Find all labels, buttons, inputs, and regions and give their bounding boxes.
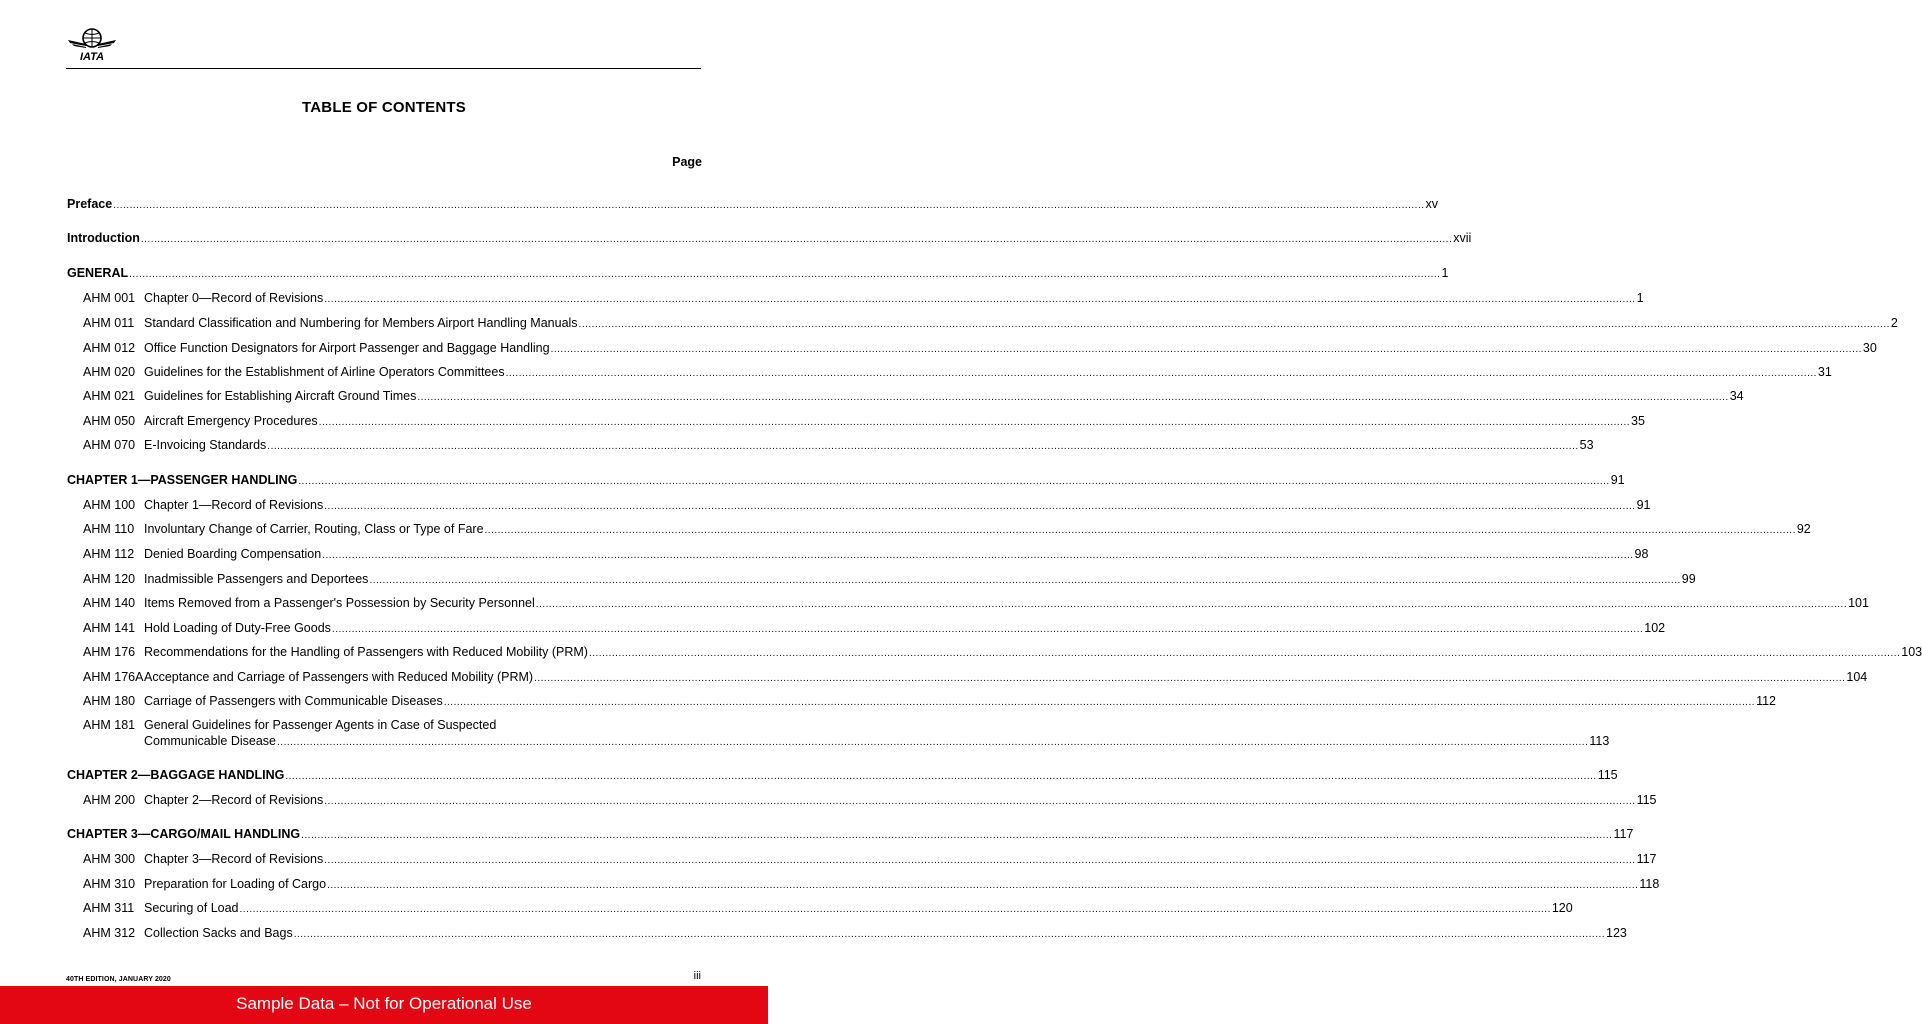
toc-section-page: xv <box>1425 197 1439 211</box>
toc-entry-code: AHM 181 <box>83 718 136 732</box>
toc-entry-row[interactable] <box>67 571 1696 589</box>
toc-entry-code: AHM 070 <box>83 438 136 452</box>
toc-leader-dots: ................................................................................................................................................................................................................................................................................................................................................................................................................ <box>322 550 1634 561</box>
toc-entry-title: Chapter 1—Record of Revisions <box>144 498 324 512</box>
toc-entry-page: 120 <box>1551 901 1573 915</box>
toc-entry-page: 53 <box>1579 438 1594 452</box>
toc-entry-row[interactable] <box>67 497 1651 515</box>
toc-entry-title: Guidelines for Establishing Aircraft Ground Times <box>144 389 417 403</box>
toc-section-page: 91 <box>1610 473 1625 487</box>
toc-entry-page: 101 <box>1848 596 1869 610</box>
toc-entry-title: Denied Boarding Compensation <box>144 547 322 561</box>
toc-entry-row[interactable] <box>67 595 1869 613</box>
toc-entry-title: Recommendations for the Handling of Passengers with Reduced Mobility (PRM) <box>144 645 588 659</box>
sample-data-banner: Sample Data – Not for Operational Use <box>0 986 768 1024</box>
toc-entry-row[interactable] <box>67 521 1811 539</box>
toc-entry-title: General Guidelines for Passenger Agents in Case of Suspected <box>144 718 497 732</box>
toc-section-row[interactable] <box>67 196 1439 214</box>
toc-leader-dots: ................................................................................................................................................................................................................................................................................................................................................................................................................ <box>534 673 1846 684</box>
toc-leader-dots: ................................................................................................................................................................................................................................................................................................................................................................................................................ <box>369 575 1681 586</box>
toc-entry-code: AHM 021 <box>83 389 136 403</box>
toc-entry-title: Aircraft Emergency Procedures <box>144 414 318 428</box>
toc-leader-dots: ................................................................................................................................................................................................................................................................................................................................................................................................................ <box>318 417 1631 428</box>
toc-entry-code: AHM 312 <box>83 926 136 940</box>
toc-entry-code: AHM 176 <box>83 645 136 659</box>
toc-entry-row[interactable] <box>67 340 1877 358</box>
toc-entry-title: Securing of Load <box>144 901 239 915</box>
toc-entry-title: Hold Loading of Duty-Free Goods <box>144 621 331 635</box>
toc-leader-dots: ................................................................................................................................................................................................................................................................................................................................................................................................................ <box>484 525 1796 536</box>
header-rule <box>66 68 701 69</box>
toc-entry-row[interactable] <box>67 437 1594 455</box>
toc-section-row[interactable] <box>67 472 1625 490</box>
toc-leader-dots: ................................................................................................................................................................................................................................................................................................................................................................................................................ <box>535 599 1848 610</box>
toc-entry-row[interactable] <box>67 792 1657 810</box>
toc-entry-title: Preparation for Loading of Cargo <box>144 877 327 891</box>
toc-entry-code: AHM 141 <box>83 621 136 635</box>
toc-entry-code: AHM 001 <box>83 291 136 305</box>
toc-entry-page: 91 <box>1636 498 1651 512</box>
toc-entry-title: Chapter 3—Record of Revisions <box>144 852 324 866</box>
toc-entry-page: 123 <box>1606 926 1627 940</box>
toc-entry-row[interactable] <box>67 290 1644 308</box>
toc-leader-dots: ................................................................................................................................................................................................................................................................................................................................................................................................................ <box>505 368 1817 379</box>
toc-leader-dots: ................................................................................................................................................................................................................................................................................................................................................................................................................ <box>550 344 1862 355</box>
toc-leader-dots: ................................................................................................................................................................................................................................................................................................................................................................................................................ <box>113 200 1425 211</box>
toc-entry-title: Inadmissible Passengers and Deportees <box>144 572 369 586</box>
toc-section-page: xvii <box>1453 231 1472 245</box>
toc-leader-dots: ................................................................................................................................................................................................................................................................................................................................................................................................................ <box>298 476 1610 487</box>
toc-leader-dots: ................................................................................................................................................................................................................................................................................................................................................................................................................ <box>267 441 1579 452</box>
toc-section-page: 117 <box>1613 827 1634 841</box>
toc-entry-row[interactable] <box>67 876 1660 894</box>
iata-logo-text: IATA <box>79 51 105 63</box>
footer-page-number: iii <box>693 970 701 982</box>
iata-logo <box>66 28 118 62</box>
toc-leader-dots: ................................................................................................................................................................................................................................................................................................................................................................................................................ <box>327 880 1639 891</box>
toc-entry-page: 118 <box>1639 877 1660 891</box>
toc-entry-page: 30 <box>1862 341 1877 355</box>
toc-entry-title: Standard Classification and Numbering for Members Airport Handling Manuals <box>144 316 578 330</box>
toc-section-title: GENERAL <box>67 266 129 280</box>
toc-entry-title: Acceptance and Carriage of Passengers with Reduced Mobility (PRM) <box>144 670 534 684</box>
toc-entry-title: Chapter 2—Record of Revisions <box>144 793 324 807</box>
toc-section-title: Preface <box>67 197 113 211</box>
toc-leader-dots: ................................................................................................................................................................................................................................................................................................................................................................................................................ <box>293 929 1606 940</box>
toc-entry-page: 104 <box>1846 670 1868 684</box>
toc-leader-dots: ................................................................................................................................................................................................................................................................................................................................................................................................................ <box>443 697 1756 708</box>
toc-leader-dots: ................................................................................................................................................................................................................................................................................................................................................................................................................ <box>277 737 1589 748</box>
toc-entry-code: AHM 050 <box>83 414 136 428</box>
toc-entry-page: 31 <box>1817 365 1832 379</box>
toc-entry-page: 103 <box>1901 645 1922 659</box>
toc-entry-row[interactable] <box>67 693 1777 711</box>
toc-entry-code: AHM 200 <box>83 793 136 807</box>
toc-entry-code: AHM 012 <box>83 341 136 355</box>
toc-entry-title: E-Invoicing Standards <box>144 438 267 452</box>
toc-entry-code: AHM 112 <box>83 547 135 561</box>
toc-leader-dots: ................................................................................................................................................................................................................................................................................................................................................................................................................ <box>301 830 1613 841</box>
toc-leader-dots: ................................................................................................................................................................................................................................................................................................................................................................................................................ <box>324 796 1636 807</box>
toc-leader-dots: ................................................................................................................................................................................................................................................................................................................................................................................................................ <box>239 904 1551 915</box>
toc-entry-row[interactable] <box>67 546 1649 564</box>
toc-entry-title: Collection Sacks and Bags <box>144 926 293 940</box>
toc-entry-page: 112 <box>1756 694 1777 708</box>
toc-entry-title: Involuntary Change of Carrier, Routing, Class or Type of Fare <box>144 522 484 536</box>
toc-entry-page: 102 <box>1644 621 1666 635</box>
toc-section-title: CHAPTER 1—PASSENGER HANDLING <box>67 473 298 487</box>
toc-leader-dots: ................................................................................................................................................................................................................................................................................................................................................................................................................ <box>324 501 1636 512</box>
toc-entry-page: 92 <box>1796 522 1811 536</box>
toc-entry-page: 99 <box>1681 572 1696 586</box>
toc-entry-page: 1 <box>1636 291 1644 305</box>
page-title: TABLE OF CONTENTS <box>302 99 466 116</box>
toc-entry-title: Carriage of Passengers with Communicable Diseases <box>144 694 443 708</box>
toc-entry-code: AHM 120 <box>83 572 136 586</box>
toc-entry-code: AHM 020 <box>83 365 136 379</box>
toc-section-title: CHAPTER 2—BAGGAGE HANDLING <box>67 768 285 782</box>
toc-entry-row[interactable] <box>67 925 1627 943</box>
toc-entry-title-continued: Communicable Disease <box>144 734 277 748</box>
toc-entry-row[interactable] <box>67 315 1898 333</box>
toc-section-row[interactable] <box>67 230 1472 248</box>
footer-edition: 40TH EDITION, JANUARY 2020 <box>66 976 171 983</box>
toc-leader-dots: ................................................................................................................................................................................................................................................................................................................................................................................................................ <box>588 648 1901 659</box>
toc-leader-dots: ................................................................................................................................................................................................................................................................................................................................................................................................................ <box>324 855 1636 866</box>
toc-entry-code: AHM 011 <box>83 316 135 330</box>
toc-leader-dots: ................................................................................................................................................................................................................................................................................................................................................................................................................ <box>417 392 1729 403</box>
toc-entry-code: AHM 140 <box>83 596 136 610</box>
toc-entry-row[interactable] <box>67 851 1657 869</box>
toc-entry-code: AHM 310 <box>83 877 136 891</box>
toc-entry-title: Office Function Designators for Airport Passenger and Baggage Handling <box>144 341 550 355</box>
toc-entry-page: 34 <box>1729 389 1744 403</box>
toc-entry-title: Guidelines for the Establishment of Airline Operators Committees <box>144 365 505 379</box>
toc-entry-code: AHM 100 <box>83 498 136 512</box>
toc-leader-dots: ................................................................................................................................................................................................................................................................................................................................................................................................................ <box>285 771 1597 782</box>
toc-entry-page: 98 <box>1634 547 1649 561</box>
toc-entry-row[interactable] <box>67 669 1868 687</box>
toc-section-row[interactable] <box>67 265 1449 283</box>
page-column-label: Page <box>672 155 702 169</box>
toc-entry-row[interactable] <box>67 620 1666 638</box>
toc-entry-page: 2 <box>1890 316 1898 330</box>
toc-section-page: 115 <box>1597 768 1618 782</box>
toc-leader-dots: ................................................................................................................................................................................................................................................................................................................................................................................................................ <box>129 269 1441 280</box>
toc-entry-page: 115 <box>1636 793 1657 807</box>
toc-entry-code: AHM 176A <box>83 670 144 684</box>
toc-leader-dots: ................................................................................................................................................................................................................................................................................................................................................................................................................ <box>324 294 1636 305</box>
toc-leader-dots: ................................................................................................................................................................................................................................................................................................................................................................................................................ <box>140 234 1453 245</box>
toc-entry-code: AHM 300 <box>83 852 136 866</box>
toc-entry-title: Chapter 0—Record of Revisions <box>144 291 324 305</box>
toc-leader-dots: ................................................................................................................................................................................................................................................................................................................................................................................................................ <box>578 319 1890 330</box>
toc-section-title: CHAPTER 3—CARGO/MAIL HANDLING <box>67 827 301 841</box>
toc-entry-code: AHM 110 <box>83 522 135 536</box>
toc-section-row[interactable] <box>67 826 1634 844</box>
toc-entry-code: AHM 180 <box>83 694 136 708</box>
toc-entry-page: 35 <box>1631 414 1645 428</box>
toc-entry-page: 117 <box>1636 852 1657 866</box>
toc-entry-row[interactable] <box>67 644 1922 662</box>
toc-entry-row[interactable] <box>67 717 1610 751</box>
toc-section-title: Introduction <box>67 231 140 245</box>
toc-entry-row[interactable] <box>67 364 1832 382</box>
toc-entry-row[interactable] <box>67 900 1573 918</box>
toc-section-row[interactable] <box>67 767 1618 785</box>
toc-entry-row[interactable] <box>67 413 1645 431</box>
toc-leader-dots: ................................................................................................................................................................................................................................................................................................................................................................................................................ <box>331 624 1644 635</box>
toc-section-page: 1 <box>1441 266 1449 280</box>
toc-entry-page: 113 <box>1589 734 1610 748</box>
toc-entry-code: AHM 311 <box>83 901 135 915</box>
toc-entry-title: Items Removed from a Passenger's Possession by Security Personnel <box>144 596 535 610</box>
toc-entry-row[interactable] <box>67 388 1744 406</box>
